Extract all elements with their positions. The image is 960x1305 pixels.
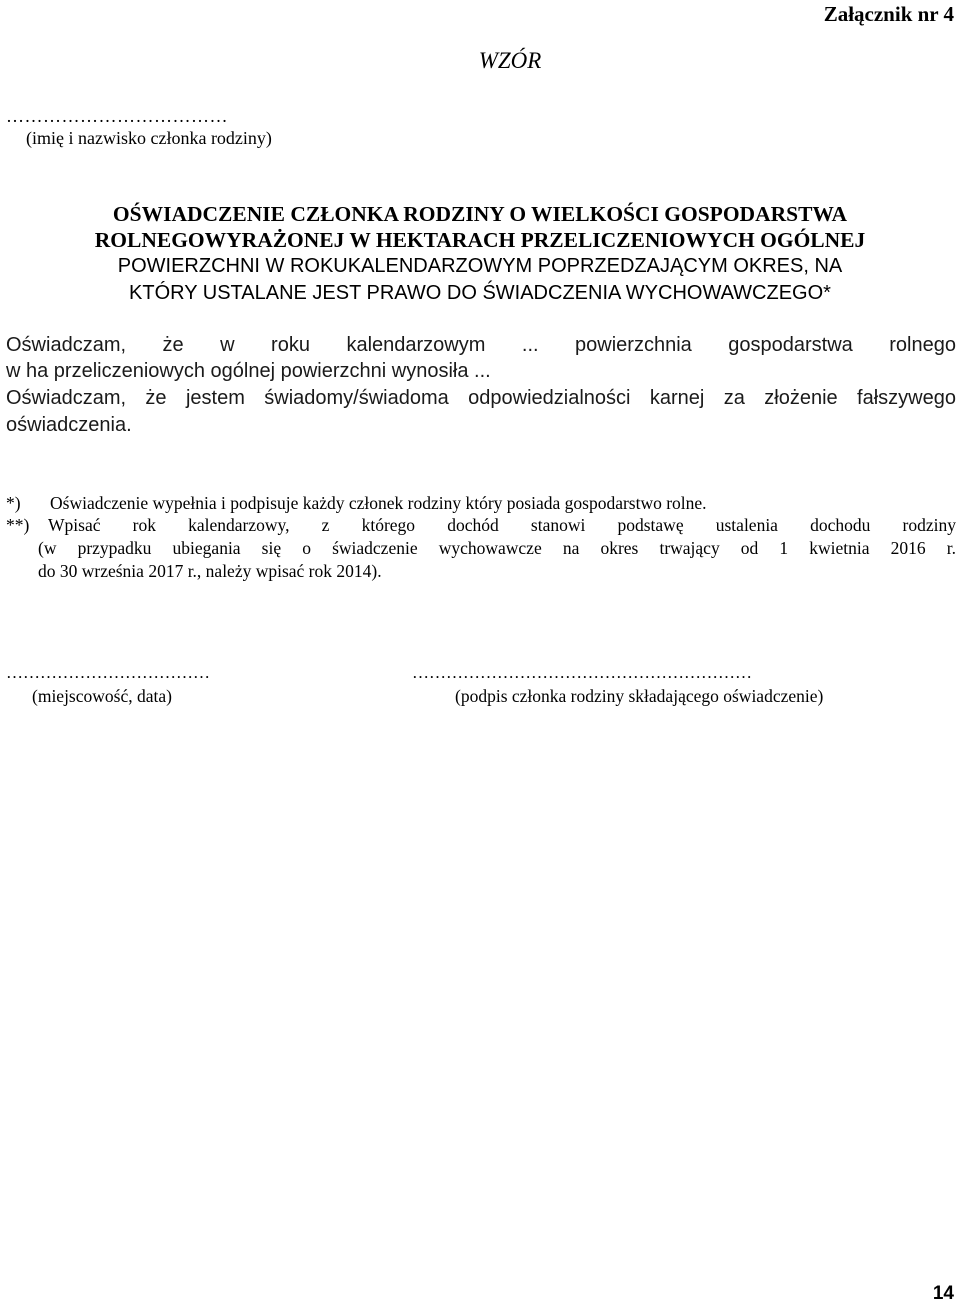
place-date-label: (miejscowość, data) bbox=[32, 686, 172, 706]
member-name-label: (imię i nazwisko członka rodziny) bbox=[26, 128, 272, 148]
footnote-1-text: Oświadczenie wypełnia i podpisuje każdy członek rodziny który posiada gospodarstwo rolne. bbox=[50, 493, 707, 513]
footnote-2-line-2: (w przypadku ubiegania się o świadczenie wychowawcze na okres trwający od 1 kwietnia 2016 r. bbox=[38, 538, 956, 558]
place-date-field[interactable]: ……………………………… bbox=[6, 663, 210, 682]
footnote-2-line-1: Wpisać rok kalendarzowy, z którego dochód stanowi podstawę ustalenia dochodu rodziny bbox=[48, 515, 956, 535]
member-name-field[interactable]: ……………………………… bbox=[6, 106, 228, 126]
annex-number: Załącznik nr 4 bbox=[823, 2, 954, 26]
statement-line-3: Oświadczam, że jestem świadomy/świadoma odpowiedzialności karnej za złożenie fałszywego bbox=[6, 387, 956, 409]
title-line-1: OŚWIADCZENIE CZŁONKA RODZINY O WIELKOŚCI GOSPODARSTWA bbox=[112, 202, 848, 226]
page-number: 14 bbox=[932, 1283, 954, 1304]
statement-line-1: Oświadczam, że w roku kalendarzowym ... powierzchnia gospodarstwa rolnego bbox=[6, 334, 956, 356]
footnote-1-mark: *) bbox=[6, 493, 21, 513]
statement-line-4: oświadczenia. bbox=[6, 414, 132, 436]
title-line-4: KTÓRY USTALANE JEST PRAWO DO ŚWIADCZENIA WYCHOWAWCZEGO* bbox=[129, 282, 831, 304]
signature-label: (podpis członka rodziny składającego oświadczenie) bbox=[455, 686, 824, 706]
statement-line-2: w ha przeliczeniowych ogólnej powierzchni wynosiła ... bbox=[6, 360, 491, 382]
title-line-3: POWIERZCHNI W ROKUKALENDARZOWYM POPRZEDZAJĄCYM OKRES, NA bbox=[117, 255, 843, 277]
footnote-2-mark: **) bbox=[6, 515, 30, 535]
signature-field[interactable]: …………………………………………………… bbox=[412, 663, 752, 682]
footnote-2-line-3: do 30 września 2017 r., należy wpisać rok 2014). bbox=[38, 561, 382, 581]
template-label: WZÓR bbox=[478, 48, 542, 73]
title-line-2: ROLNEGOWYRAŻONEJ W HEKTARACH PRZELICZENIOWYCH OGÓLNEJ bbox=[94, 228, 866, 252]
